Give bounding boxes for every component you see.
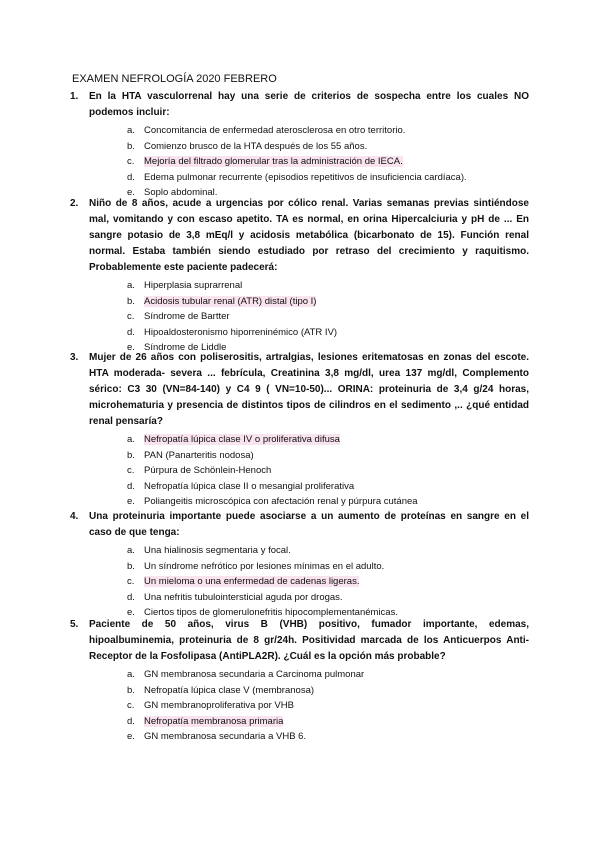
option-list (89, 667, 529, 745)
exam-title: EXAMEN NEFROLOGÍA 2020 FEBRERO (72, 73, 277, 85)
option-b[interactable] (89, 683, 529, 699)
option-d[interactable] (89, 714, 529, 730)
option-text: Soplo abdominal. (144, 187, 218, 198)
option-letter: a. (127, 545, 135, 556)
question-number: 2. (70, 198, 79, 209)
option-text: Ciertos tipos de glomerulonefritis hipocomplementanémicas. (144, 607, 398, 618)
option-text: Un mieloma o una enfermedad de cadenas ligeras. (144, 576, 360, 587)
option-text: Nefropatía membranosa primaria (144, 715, 284, 727)
option-d[interactable] (89, 325, 529, 341)
option-d[interactable] (89, 590, 529, 606)
option-text: Acidosis tubular renal (ATR) distal (tipo I) (144, 295, 317, 307)
question-5 (70, 617, 529, 745)
option-c[interactable] (89, 574, 529, 590)
question-2 (70, 196, 529, 356)
option-text: Edema pulmonar recurrente (episodios repetitivos de insuficiencia cardíaca). (144, 171, 467, 183)
option-letter: a. (127, 125, 135, 136)
option-text: GN membranoproliferativa por VHB (144, 700, 294, 711)
question-text: Una proteinuria importante puede asociarse a un aumento de proteínas en sangre en el caso de que tenga: (89, 511, 529, 538)
option-letter: e. (127, 342, 135, 353)
question-3 (70, 350, 529, 510)
option-a[interactable] (89, 667, 529, 683)
option-d[interactable] (89, 170, 529, 186)
option-c[interactable] (89, 698, 529, 714)
option-a[interactable] (89, 432, 529, 448)
option-letter: b. (127, 449, 135, 461)
option-list (89, 123, 529, 201)
option-c[interactable] (89, 154, 529, 170)
option-text: PAN (Panarteritis nodosa) (144, 449, 254, 461)
question-number: 3. (70, 352, 79, 363)
option-text: Una nefritis tubulointersticial aguda por drogas. (144, 591, 343, 603)
option-letter: a. (127, 669, 135, 680)
option-letter: b. (127, 295, 135, 307)
option-letter: a. (127, 280, 135, 291)
question-4 (70, 509, 529, 621)
option-letter: c. (127, 576, 135, 587)
option-a[interactable] (89, 123, 529, 139)
option-letter: c. (127, 156, 135, 167)
option-letter: e. (127, 496, 135, 507)
question-text: Niño de 8 años, acude a urgencias por cólico renal. Varias semanas previas sintiéndose mal, vomitando y con escaso apetito. TA es normal, en orina Hipercalciuria y pH de ... En sangre potasio de 3,8 mEq/l y acidosis metabólica (bicarbonato de 15). Función renal normal. Estaba también siendo estudiado por retraso del crecimiento y raquitismo. Probablemente este paciente padecerá: (89, 198, 529, 273)
option-letter: b. (127, 684, 135, 696)
option-text: Un síndrome nefrótico por lesiones mínimas en el adulto. (144, 560, 385, 572)
option-b[interactable] (89, 559, 529, 575)
option-text: GN membranosa secundaria a Carcinoma pulmonar (144, 669, 365, 680)
question-text: Paciente de 50 años, virus B (VHB) positivo, fumador importante, edemas, hipoalbuminemia, proteinuria de 8 gr/24h. Positividad marcada de los Anticuerpos Anti-Receptor de la Fosfolipasa (AntiPLA2R). ¿Cuál es la opción más probable? (89, 619, 529, 662)
option-c[interactable] (89, 463, 529, 479)
option-letter: b. (127, 140, 135, 152)
option-letter: c. (127, 465, 135, 476)
option-letter: d. (127, 326, 135, 338)
option-text: Nefropatía lúpica clase IV o proliferativa difusa (144, 434, 340, 445)
option-letter: d. (127, 591, 135, 603)
option-text: Nefropatía lúpica clase V (membranosa) (144, 684, 315, 696)
question-number: 4. (70, 511, 79, 522)
option-a[interactable] (89, 543, 529, 559)
option-letter: c. (127, 311, 135, 322)
option-c[interactable] (89, 309, 529, 325)
option-letter: d. (127, 480, 135, 492)
option-e[interactable] (89, 494, 529, 510)
option-letter: e. (127, 731, 135, 742)
option-d[interactable] (89, 479, 529, 495)
option-b[interactable] (89, 139, 529, 155)
option-letter: b. (127, 560, 135, 572)
option-letter: d. (127, 171, 135, 183)
option-a[interactable] (89, 278, 529, 294)
option-letter: c. (127, 700, 135, 711)
option-b[interactable] (89, 294, 529, 310)
option-text: Púrpura de Schönlein-Henoch (144, 465, 272, 476)
option-text: Nefropatía lúpica clase II o mesangial proliferativa (144, 480, 355, 492)
option-letter: d. (127, 715, 135, 727)
question-text: Mujer de 26 años con poliserositis, artralgias, lesiones eritematosas en zonas del escote. HTA moderada- severa ... febrícula, Creatinina 3,8 mg/dl, urea 137 mg/dl, Complemento sérico: C3 30 (VN=84-140) y C4 9 ( VN=10-50)... ORINA: proteinuria de 3,4 g/24 horas, microhematuria y presencia de distintos tipos de cilindros en el sedimento ,.. ¿qué entidad renal pensaría? (89, 352, 529, 427)
option-text: Síndrome de Liddle (144, 342, 227, 353)
option-text: Concomitancia de enfermedad aterosclerosa en otro territorio. (144, 125, 406, 136)
option-list (89, 432, 529, 510)
question-1 (70, 89, 529, 201)
option-list (89, 278, 529, 356)
option-e[interactable] (89, 729, 529, 745)
option-text: Hiperplasia suprarrenal (144, 280, 243, 291)
option-letter: e. (127, 607, 135, 618)
option-letter: a. (127, 434, 135, 445)
option-text: Una hialinosis segmentaria y focal. (144, 545, 291, 556)
question-text: En la HTA vasculorrenal hay una serie de criterios de sospecha entre los cuales NO podemos incluir: (89, 91, 529, 118)
option-text: Comienzo brusco de la HTA después de los 55 años. (144, 140, 368, 152)
option-text: Hipoaldosteronismo hiporreninémico (ATR IV) (144, 326, 338, 338)
option-text: Poliangeitis microscópica con afectación renal y púrpura cutánea (144, 496, 418, 507)
option-list (89, 543, 529, 621)
option-b[interactable] (89, 448, 529, 464)
option-text: Síndrome de Bartter (144, 311, 230, 322)
question-number: 1. (70, 91, 79, 102)
option-text: Mejoría del filtrado glomerular tras la administración de IECA. (144, 156, 403, 167)
question-number: 5. (70, 619, 79, 630)
option-letter: e. (127, 187, 135, 198)
option-text: GN membranosa secundaria a VHB 6. (144, 731, 307, 742)
